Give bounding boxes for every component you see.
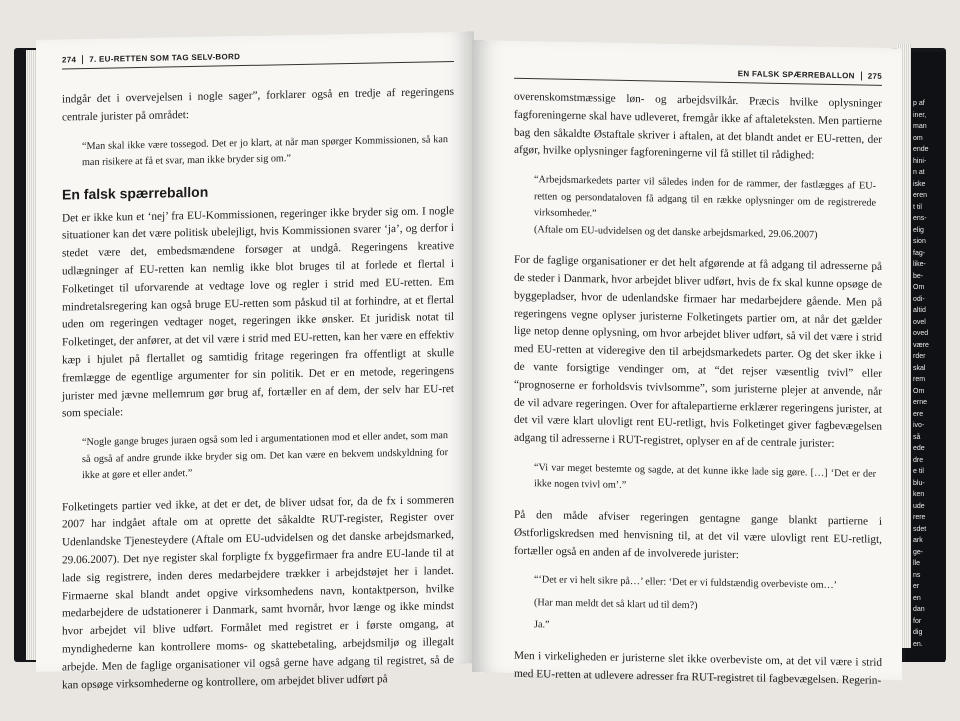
- spine-text-fragment: ns: [913, 571, 921, 579]
- spine-text-fragment: erne: [913, 399, 928, 406]
- left-page: [36, 32, 474, 692]
- block-quote: “Nogle gange bruges juraen også som led i argumentationen mod et eller andet, som man så også af andre grunde ikke bryder sig om. Det kan være en bekvem undskyldning for ikke at gøre et eller andet.”: [82, 430, 448, 482]
- running-head: 7. EU-RETTEN SOM TAG SELV-BORD: [89, 52, 241, 64]
- spine-text-fragment: elig: [913, 226, 924, 234]
- spine-text-fragment: ge-: [913, 548, 924, 556]
- spine-text-fragment: ens-: [913, 215, 927, 222]
- page-number: 274: [62, 55, 83, 64]
- paragraph: Det er ikke kun et ‘nej’ fra EU-Kommissionen, regeringer ikke bryder sig om. I nogle situationer kan det være politisk ubelejligt, hvis Kommissionen svarer ‘ja’, og derfor i stedet være det, embedsmændene forsøger at undgå. Regeringens kreative udlægninger af EU-retten kan nemlig ikke blot bruges til at forlede et flertal i Folketinget til uforvarende at vedtage love og regler i strid med EU-retten. Em mindretalsregering kan også bruge EU-retten som påskud til at forhindre, at et flertal uden om regeringen vedtager noget, regeringen ikke ønsker. Et juridisk notat til Folketinget, der anfører, at det vil være i strid med EU-retten, kan her være en effektiv kæp i hjulet på flertallet og samtidig fritage regeringen fra offentligt at skulle fremlægge de egentlige argumenter for sin politik. Det er en metode, regeringens jurister med jævne mellemrum gør brug af, fortæller en af dem, der selv har EU-ret som speciale:: [62, 204, 454, 420]
- spine-text-fragment: en.: [913, 640, 923, 648]
- spine-text-fragment: fag-: [913, 249, 926, 257]
- spine-text-fragment: ere: [913, 410, 924, 418]
- spine-text-fragment: man: [913, 123, 927, 130]
- spine-text-fragment: blu-: [913, 479, 925, 487]
- spine-text-fragment: rder: [913, 353, 926, 360]
- spine-text-fragment: odi-: [913, 295, 925, 303]
- quote-source: (Aftale om EU-udvidelsen og det danske arbejdsmarked, 29.06.2007): [534, 223, 818, 241]
- block-quote: “Man skal ikke være tossegod. Det er jo klart, at når man spørger Kommissionen, så kan man risikere at få et svar, man ikke bryder sig om.”: [82, 133, 448, 169]
- running-header-right: [514, 65, 882, 86]
- spine-text-fragment: ovel: [913, 318, 926, 326]
- running-head: EN FALSK SPÆRREBALLON: [737, 69, 855, 81]
- block-quote: “Vi var meget bestemte og sagde, at det kunne ikke lade sig gøre. […] ‘Det er der ikke nogen tvivl om’.”: [534, 462, 876, 492]
- spine-text-fragment: hini-: [913, 157, 927, 165]
- spine-text-fragment: eren: [913, 192, 928, 199]
- spine-text-fragment: så: [913, 433, 921, 441]
- spine-text-fragment: ken: [913, 491, 925, 498]
- block-quote: [534, 573, 876, 641]
- spine-text-fragment: ark: [913, 537, 923, 544]
- running-header-left: [62, 48, 454, 70]
- block-quote: [534, 172, 876, 245]
- page-number: 275: [861, 71, 882, 80]
- quote-line: (Har man meldt det så klart ud til dem?): [534, 597, 698, 612]
- spine-text-fragment: oved: [913, 330, 929, 337]
- quote-text: “Arbejdsmarkedets parter vil således inden for de rammer, der fastlægges af EU-retten og persondataloven få adgang til en række oplysninger om de registrerede virksomheder.”: [534, 174, 876, 220]
- paragraph: Men i virkeligheden er juristerne slet ikke overbeviste om, at det vil være i strid med EU-retten at udlevere adresser fra RUT-registret til fagbevægelsen. Regerin-: [514, 649, 882, 687]
- spine-text-fragment: e til: [913, 468, 924, 475]
- spine-text-fragment: for: [913, 617, 922, 625]
- spine-text-fragment: være: [913, 341, 929, 349]
- spine-text-fragment: om: [913, 134, 923, 142]
- spine-text-fragment: dan: [913, 606, 925, 613]
- spine-text-fragment: like-: [913, 261, 926, 268]
- spine-text-fragment: er: [913, 583, 920, 590]
- spine-text-fragment: rem: [913, 376, 926, 383]
- spine-text-fragment: p af: [913, 100, 925, 107]
- spine-text-fragment: ede: [913, 445, 925, 452]
- quote-line: Ja.”: [534, 619, 550, 631]
- spine-text-fragment: ende: [913, 146, 929, 153]
- paragraph: For de faglige organisationer er det helt afgørende at få adgang til adresserne på de steder i Danmark, hvor arbejdet bliver udført, hvis de fx skal kunne opsøge de byggepladser, hvor de udenlandske firmaer har medarbejdere gående. Men på regeringens vegne oplyser juristerne Folketingets partier om, at når det gælder lige netop denne oplysning, om hvor arbejdet bliver udført, så vil det være i strid med EU-retten at videregive den til arbejdsmarkedets parter. Og det sker ikke i de vante forsigtige vendinger om, at “det rejser væsentlig tvivl” eller “prognoserne er forholdsvis tvivlsomme”, som juristerne plejer at anvende, når de vil advare regeringen. Over for aftalepartierne erklærer regeringens jurister, at det vil være klart ulovligt rent EU-retligt, hvis Folketinget giver fagbevægelsen adgang til adresserne i RUT-registret, oplyser en af de centrale jurister:: [514, 253, 882, 451]
- next-page-edge: [905, 52, 945, 662]
- paragraph: På den måde afviser regeringen gentagne gange blankt partierne i Østforligskredsen med henvisning til, at det vil være ulovligt rent EU-retligt, fortæller også en anden af de involverede jurister:: [514, 508, 882, 561]
- spine-text-fragment: lle: [913, 560, 921, 567]
- spine-text-fragment: skal: [913, 364, 926, 372]
- spine-text-fragment: sdet: [913, 525, 927, 533]
- spine-text-fragment: dre: [913, 456, 924, 464]
- spine-text-fragment: ude: [913, 502, 925, 510]
- paragraph: Folketingets partier ved ikke, at det er det, de bliver udsat for, da de fx i sommeren 2007 har indgået aftale om at oprette det såkaldte RUT-register, Register over Udenlandske Tjenesteydere (Aftale om EU-udvidelsen og det danske arbejdsmarked, 29.06.2007). Det nye register skal forpligte fx byggefirmaer fra andre EU-lande til at lade sig registrere, inden deres medarbejdere trækker i arbejdstøjet her i landet. Firmaerne skal blandt andet opgive virksomhedens navn, kontaktperson, hvilke medarbejdere de udstationerer i Danmark, samt hvornår, hvor længe og ikke mindst hvor arbejdet vil blive udført. Formålet med registret er i første omgang, at myndighederne kan kontrollere moms- og skattebetaling, arbejdsmiljø og illegalt arbejde. Men de faglige organisationer vil også gerne have adgang til registret, så de kan opsøge virksomhederne og kontrollere, om arbejdet bliver udført på: [62, 493, 454, 692]
- paragraph: overenskomstmæssige løn- og arbejdsvilkår. Præcis hvilke oplysninger fagforeningerne skal have udleveret, fremgår ikke af aftaleteksten. Men partierne bag den såkaldte Østaftale skriver i aftalen, at det blandt andet er EU-retten, der afgør, hvilke oplysninger fagforeningerne vil få stillet til rådighed:: [514, 90, 882, 162]
- section-heading: En falsk spærreballon: [62, 183, 209, 203]
- spine-text-fragment: Om: [913, 284, 925, 291]
- spine-text-fragment: n at: [913, 169, 925, 176]
- spine-text-fragment: t til: [913, 203, 922, 211]
- paragraph: indgår det i overvejelsen i nogle sager”, forklarer også en tredje af regeringens centrale jurister på området:: [62, 85, 454, 124]
- spine-text-fragment: rere: [913, 514, 926, 521]
- spine-text-fragment: Om: [913, 387, 925, 395]
- spine-text-fragment: iner,: [913, 111, 927, 119]
- spine-text-fragment: en: [913, 594, 921, 602]
- spine-text-fragment: iske: [913, 180, 926, 188]
- spine-text-fragment: be-: [913, 272, 924, 280]
- spine-text-fragment: altid: [913, 307, 926, 314]
- spine-text-fragment: dig: [913, 629, 923, 636]
- right-page: [472, 40, 902, 687]
- quote-line: “‘Det er vi helt sikre på…’ eller: ‘Det er vi fuldstændig overbeviste om…’: [534, 574, 838, 592]
- spine-text-fragment: sion: [913, 238, 926, 245]
- spine-text-fragment: ivo-: [913, 422, 925, 429]
